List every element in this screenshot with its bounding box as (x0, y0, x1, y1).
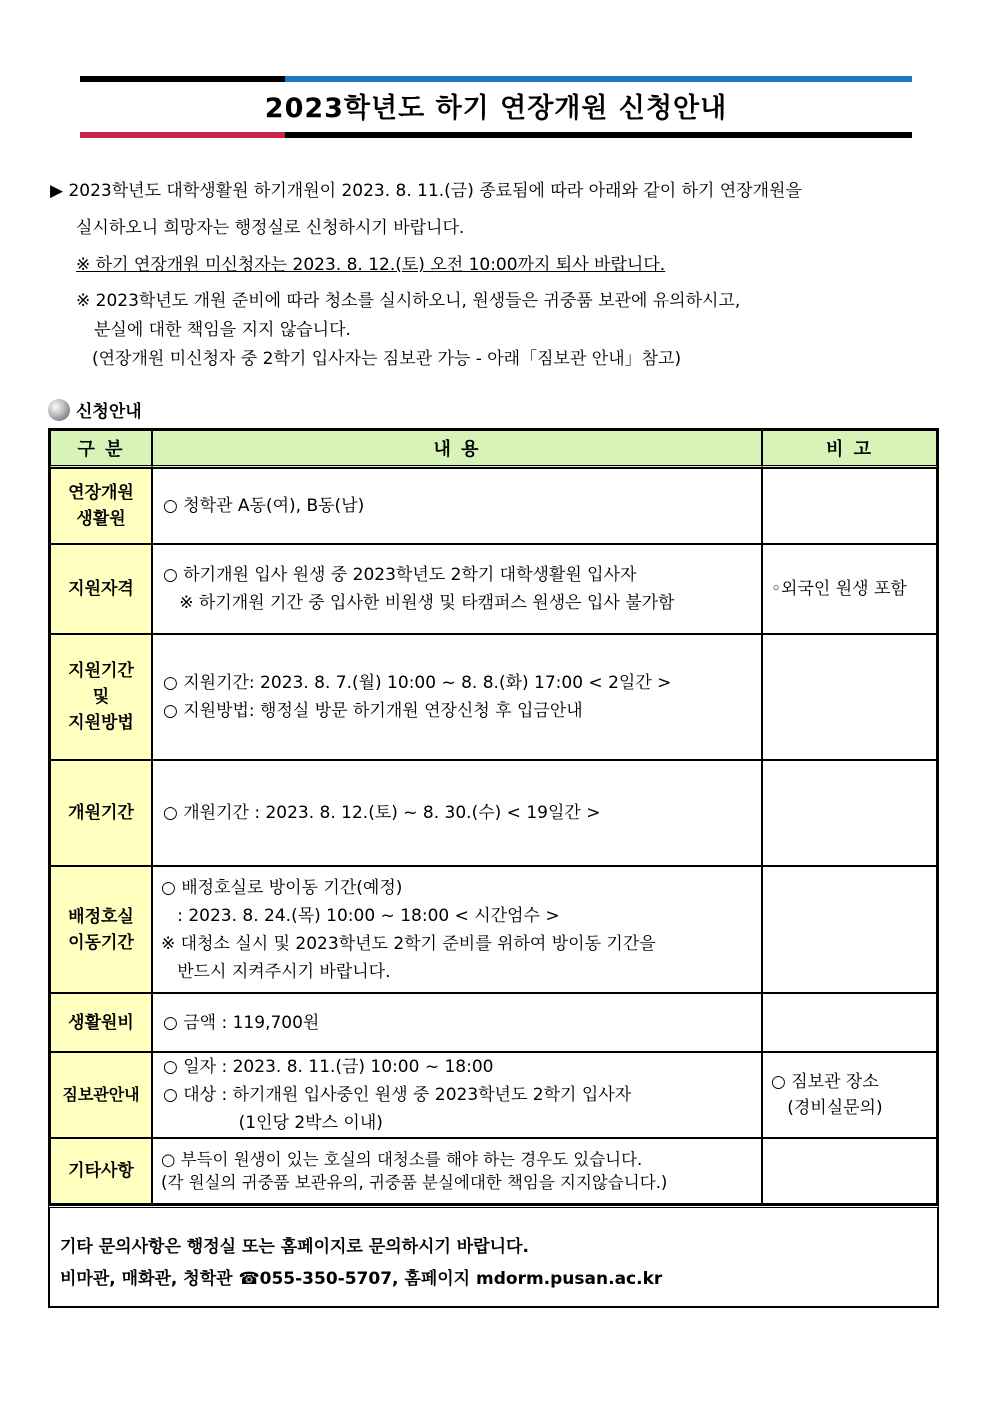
table-row (50, 866, 937, 993)
row-note (762, 760, 937, 866)
intro-note-2a: ※ 2023학년도 개원 준비에 따라 청소를 실시하오니, 원생들은 귀중품 보관에 유의하시고, (76, 291, 741, 311)
table-row (50, 544, 937, 634)
row-category: 지원기간 및 지원방법 (50, 634, 152, 760)
row-note: ◦외국인 원생 포함 (762, 544, 937, 634)
intro-line-2: 실시하오니 희망자는 행정실로 신청하시기 바랍니다. (76, 218, 465, 238)
title-bar-bottom-black (285, 132, 912, 138)
page-title: 2023학년도 하기 연장개원 신청안내 (264, 93, 728, 124)
row-category: 개원기간 (50, 760, 152, 866)
title-bar-bottom-red (80, 132, 285, 138)
table-row (50, 1138, 937, 1204)
table-row (50, 760, 937, 866)
intro-note-1: ※ 하기 연장개원 미신청자는 2023. 8. 12.(토) 오전 10:00까지 퇴사 바랍니다. (76, 255, 666, 275)
header-category: 구 분 (50, 430, 152, 468)
row-category: 지원자격 (50, 544, 152, 634)
table-row (50, 1052, 937, 1138)
contact-line-2: 비마관, 매화관, 청학관 ☎055-350-5707, 홈페이지 mdorm.pusan.ac.kr (60, 1269, 663, 1289)
intro-note-2c: (연장개원 미신청자 중 2학기 입사자는 짐보관 가능 - 아래「짐보관 안내」참고) (92, 349, 682, 369)
row-category: 기타사항 (50, 1138, 152, 1204)
row-content: ○ 금액 : 119,700원 (152, 993, 762, 1052)
title-bar-top-blue (285, 76, 912, 82)
contact-line-1: 기타 문의사항은 행정실 또는 홈페이지로 문의하시기 바랍니다. (60, 1237, 529, 1257)
intro-line-1: ▶ 2023학년도 대학생활원 하기개원이 2023. 8. 11.(금) 종료됨에 따라 아래와 같이 하기 연장개원을 (50, 181, 802, 201)
row-note (762, 468, 937, 544)
table-row (50, 468, 937, 544)
row-note (762, 866, 937, 993)
row-note (762, 634, 937, 760)
row-content: ○ 부득이 원생이 있는 호실의 대청소를 해야 하는 경우도 있습니다. (각 원실의 귀중품 보관유의, 귀중품 분실에대한 책임을 지지않습니다.) (152, 1138, 762, 1204)
section-heading (48, 397, 142, 422)
row-category: 배정호실 이동기간 (50, 866, 152, 993)
row-content: ○ 지원기간: 2023. 8. 7.(월) 10:00 ~ 8. 8.(화) 17:00 < 2일간 > ○ 지원방법: 행정실 방문 하기개원 연장신청 후 입금안내 (152, 634, 762, 760)
section-heading-label: 신청안내 (76, 402, 142, 422)
contact-box (48, 1205, 939, 1308)
row-content: ○ 개원기간 : 2023. 8. 12.(토) ~ 8. 30.(수) < 19일간 > (152, 760, 762, 866)
title-bar-top-black (80, 76, 285, 82)
intro-note-2b: 분실에 대한 책임을 지지 않습니다. (94, 320, 351, 340)
row-content: ○ 하기개원 입사 원생 중 2023학년도 2학기 대학생활원 입사자 ※ 하기개원 기간 중 입사한 비원생 및 타캠퍼스 원생은 입사 불가함 (152, 544, 762, 634)
row-content: ○ 일자 : 2023. 8. 11.(금) 10:00 ~ 18:00 ○ 대상 : 하기개원 입사중인 원생 중 2023학년도 2학기 입사자 (1인당 2박스 이내) (152, 1052, 762, 1138)
bullet-ball-icon (48, 399, 70, 421)
info-table (48, 428, 939, 1206)
row-note (762, 993, 937, 1052)
row-content: ○ 청학관 A동(여), B동(남) (152, 468, 762, 544)
row-category: 생활원비 (50, 993, 152, 1052)
table-header-row (50, 430, 937, 468)
header-content: 내 용 (152, 430, 762, 468)
row-category: 연장개원 생활원 (50, 468, 152, 544)
table-row (50, 634, 937, 760)
row-category: 짐보관안내 (50, 1052, 152, 1138)
row-note (762, 1138, 937, 1204)
row-note: ○ 짐보관 장소 (경비실문의) (762, 1052, 937, 1138)
table-row (50, 993, 937, 1052)
row-content: ○ 배정호실로 방이동 기간(예정) : 2023. 8. 24.(목) 10:00 ~ 18:00 < 시간엄수 > ※ 대청소 실시 및 2023학년도 2학기 준비를 위하여 방이동 기간을 반드시 지켜주시기 바랍니다. (152, 866, 762, 993)
header-note: 비 고 (762, 430, 937, 468)
